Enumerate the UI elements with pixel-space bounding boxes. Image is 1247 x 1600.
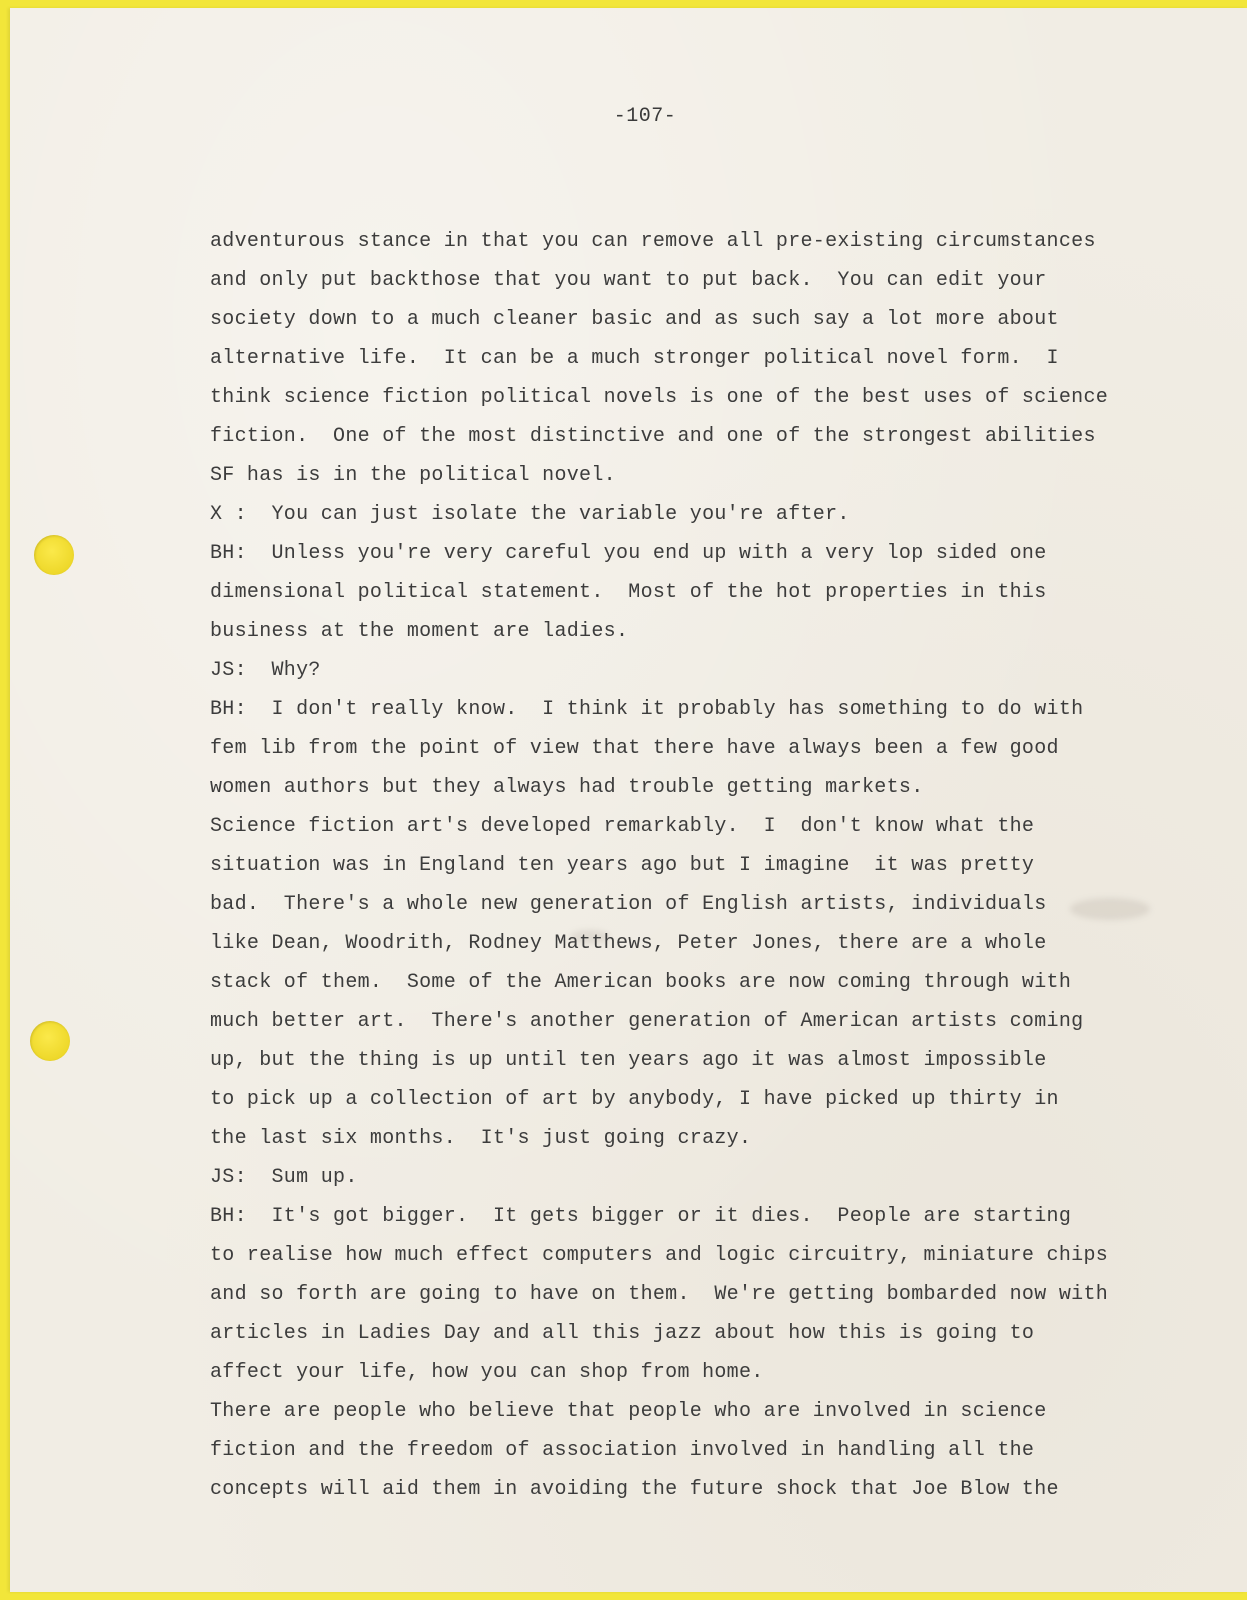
- text-line: SF has is in the political novel.: [210, 464, 616, 487]
- speaker-line: BH: I don't really know. I think it probably has something to do with: [210, 698, 1084, 721]
- text-line: articles in Ladies Day and all this jazz about how this is going to: [210, 1322, 1035, 1345]
- text-line: up, but the thing is up until ten years ago it was almost impossible: [210, 1049, 1047, 1072]
- text-line: the last six months. It's just going crazy.: [210, 1127, 752, 1150]
- paper-sheet: [10, 8, 1247, 1592]
- text-line: situation was in England ten years ago but I imagine it was pretty: [210, 854, 1035, 877]
- speaker-line: X : You can just isolate the variable you're after.: [210, 503, 850, 526]
- punch-hole-bottom: [30, 1021, 70, 1061]
- punch-hole-top: [34, 535, 74, 575]
- text-line: fiction. One of the most distinctive and one of the strongest abilities: [210, 425, 1096, 448]
- text-line: fiction and the freedom of association involved in handling all the: [210, 1439, 1035, 1462]
- text-line: and only put backthose that you want to put back. You can edit your: [210, 269, 1047, 292]
- speaker-line: JS: Why?: [210, 659, 321, 682]
- text-line: Science fiction art's developed remarkably. I don't know what the: [210, 815, 1035, 838]
- text-line: business at the moment are ladies.: [210, 620, 629, 643]
- transcript-body: [210, 222, 1210, 1509]
- text-line: to pick up a collection of art by anybody, I have picked up thirty in: [210, 1088, 1059, 1111]
- speaker-line: JS: Sum up.: [210, 1166, 358, 1189]
- text-line: bad. There's a whole new generation of English artists, individuals: [210, 893, 1047, 916]
- text-line: dimensional political statement. Most of the hot properties in this: [210, 581, 1047, 604]
- text-line: fem lib from the point of view that there have always been a few good: [210, 737, 1059, 760]
- text-line: society down to a much cleaner basic and as such say a lot more about: [210, 308, 1059, 331]
- text-line: to realise how much effect computers and logic circuitry, miniature chips: [210, 1244, 1109, 1267]
- text-line: and so forth are going to have on them. We're getting bombarded now with: [210, 1283, 1109, 1306]
- text-line: much better art. There's another generation of American artists coming: [210, 1010, 1084, 1033]
- text-line: think science fiction political novels is one of the best uses of science: [210, 386, 1109, 409]
- text-line: affect your life, how you can shop from home.: [210, 1361, 764, 1384]
- text-line: like Dean, Woodrith, Rodney Matthews, Peter Jones, there are a whole: [210, 932, 1047, 955]
- text-line: alternative life. It can be a much stronger political novel form. I: [210, 347, 1059, 370]
- text-line: women authors but they always had trouble getting markets.: [210, 776, 924, 799]
- speaker-line: BH: Unless you're very careful you end up with a very lop sided one: [210, 542, 1047, 565]
- text-line: stack of them. Some of the American books are now coming through with: [210, 971, 1072, 994]
- speaker-line: BH: It's got bigger. It gets bigger or it dies. People are starting: [210, 1205, 1072, 1228]
- text-line: There are people who believe that people who are involved in science: [210, 1400, 1047, 1423]
- text-line: concepts will aid them in avoiding the future shock that Joe Blow the: [210, 1478, 1059, 1501]
- text-line: adventurous stance in that you can remove all pre-existing circumstances: [210, 230, 1096, 253]
- page-number: -107-: [613, 105, 677, 128]
